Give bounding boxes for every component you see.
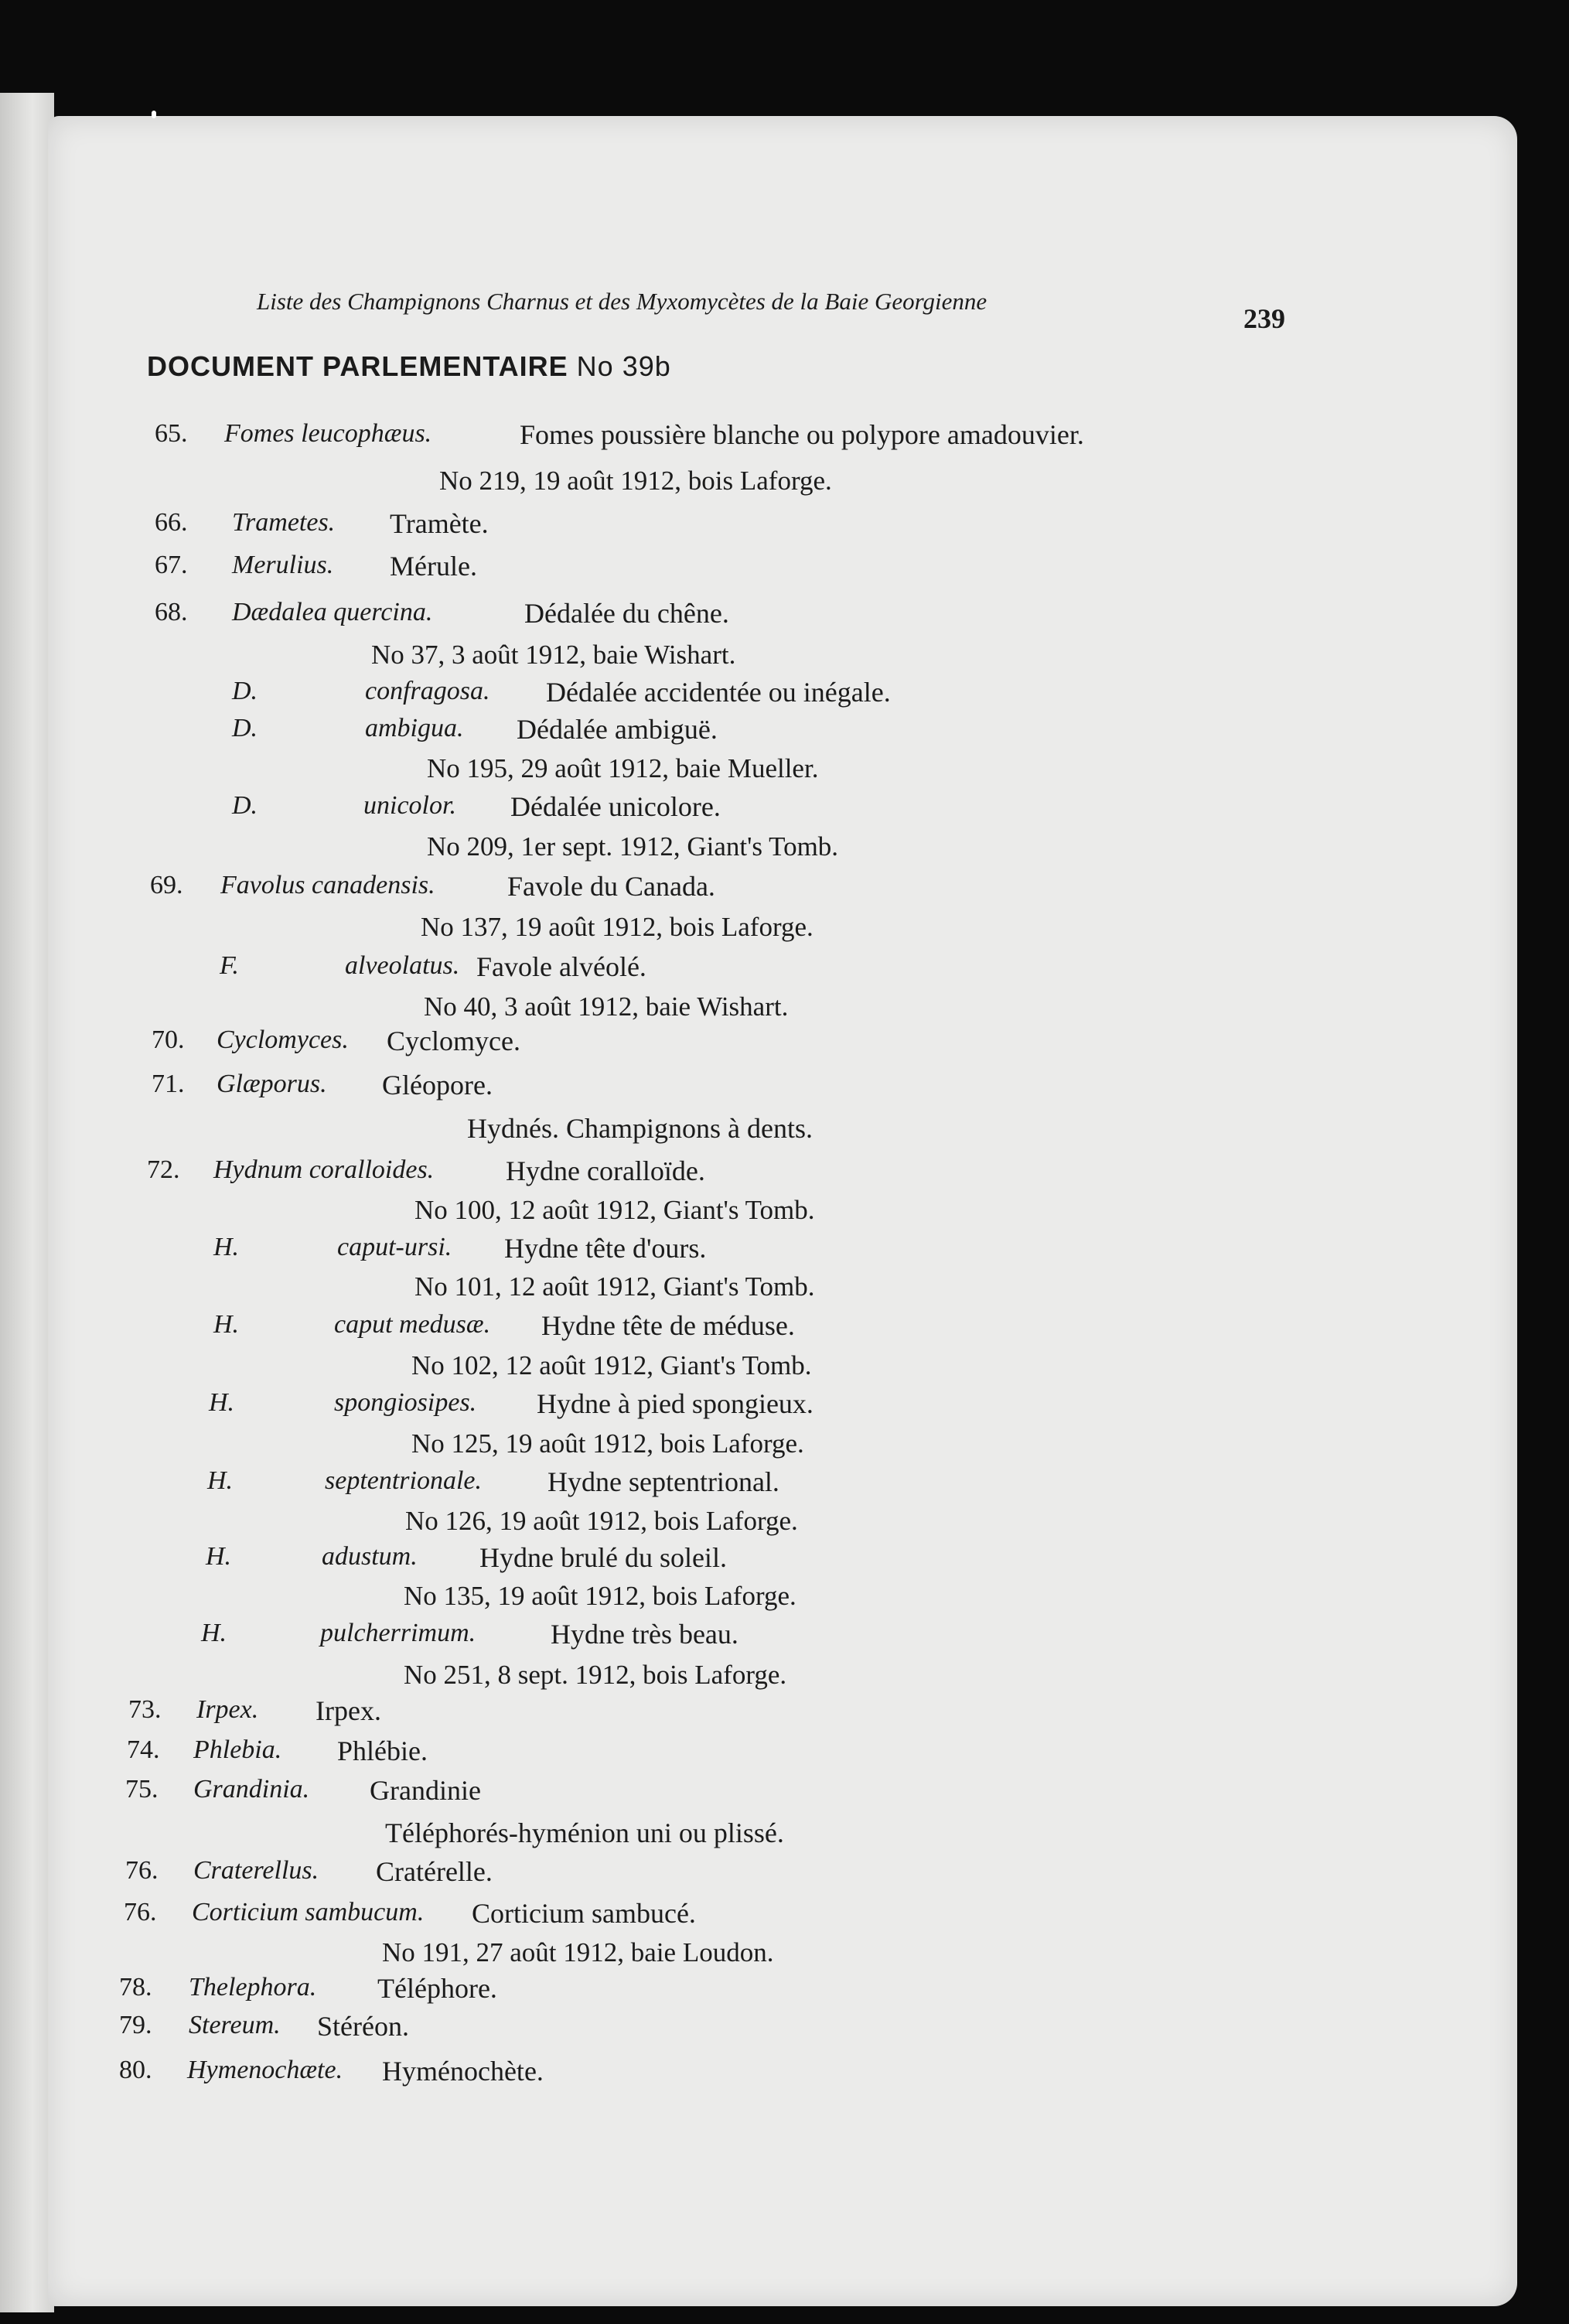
latin-name: caput medusæ. — [334, 1310, 491, 1339]
latin-name: Corticium sambucum. — [192, 1898, 425, 1926]
specimen-reference: No 219, 19 août 1912, bois Laforge. — [439, 466, 832, 496]
french-name: Favole du Canada. — [507, 871, 715, 902]
latin-name: Glæporus. — [217, 1070, 327, 1098]
french-name: Mérule. — [390, 551, 477, 582]
specimen-reference: No 40, 3 août 1912, baie Wishart. — [424, 991, 789, 1022]
entry-number: 76. — [125, 1856, 159, 1885]
latin-name: septentrionale. — [325, 1466, 483, 1495]
genus-abbreviation: H. — [207, 1466, 234, 1495]
section-heading: Téléphorés-hyménion uni ou plissé. — [385, 1817, 784, 1848]
entry-number: 79. — [119, 2011, 152, 2039]
genus-abbreviation: D. — [232, 791, 258, 820]
french-name: Irpex. — [316, 1695, 381, 1726]
specimen-reference: No 135, 19 août 1912, bois Laforge. — [404, 1581, 796, 1611]
entry-number: 75. — [125, 1775, 159, 1804]
french-name: Dédalée accidentée ou inégale. — [546, 677, 891, 708]
specimen-reference: No 126, 19 août 1912, bois Laforge. — [405, 1506, 798, 1536]
latin-name: Hydnum coralloides. — [213, 1155, 435, 1184]
document-number: No 39b — [576, 350, 671, 382]
french-name: Hydne septentrional. — [547, 1466, 779, 1497]
entry-number: 73. — [128, 1695, 162, 1724]
french-name: Cratérelle. — [376, 1856, 493, 1887]
french-name: Tramète. — [390, 508, 489, 539]
genus-abbreviation: D. — [232, 677, 258, 705]
page-edge-shadow — [0, 93, 54, 2312]
latin-name: Phlebia. — [193, 1735, 282, 1764]
latin-name: Cyclomyces. — [217, 1025, 349, 1054]
french-name: Hydne très beau. — [551, 1619, 738, 1650]
genus-abbreviation: H. — [213, 1233, 240, 1261]
french-name: Stéréon. — [317, 2011, 409, 2042]
entry-number: 66. — [155, 508, 188, 537]
french-name: Hydne tête d'ours. — [504, 1233, 707, 1264]
entry-number: 68. — [155, 598, 188, 626]
section-heading: Hydnés. Champignons à dents. — [467, 1113, 813, 1144]
latin-name: caput-ursi. — [337, 1233, 452, 1261]
latin-name: Grandinia. — [193, 1775, 310, 1804]
genus-abbreviation: H. — [209, 1388, 235, 1417]
specimen-reference: No 102, 12 août 1912, Giant's Tomb. — [411, 1350, 812, 1380]
french-name: Dédalée unicolore. — [510, 791, 721, 822]
latin-name: Craterellus. — [193, 1856, 319, 1885]
entry-number: 74. — [127, 1735, 160, 1764]
french-name: Dédalée ambiguë. — [517, 714, 718, 745]
running-title: Liste des Champignons Charnus et des Myxomycètes de la Baie Georgienne — [257, 288, 987, 315]
latin-name: ambigua. — [365, 714, 464, 742]
entry-number: 70. — [152, 1025, 185, 1054]
entry-number: 72. — [147, 1155, 180, 1184]
latin-name: Fomes leucophæus. — [224, 419, 432, 448]
latin-name: adustum. — [322, 1542, 418, 1571]
specimen-reference: No 137, 19 août 1912, bois Laforge. — [421, 912, 813, 942]
french-name: Dédalée du chêne. — [524, 598, 729, 629]
specimen-reference: No 195, 29 août 1912, baie Mueller. — [427, 753, 819, 783]
latin-name: Trametes. — [232, 508, 336, 537]
latin-name: spongiosipes. — [334, 1388, 477, 1417]
genus-abbreviation: H. — [201, 1619, 227, 1647]
latin-name: pulcherrimum. — [320, 1619, 476, 1647]
specimen-reference: No 209, 1er sept. 1912, Giant's Tomb. — [427, 831, 839, 862]
entry-number: 71. — [152, 1070, 185, 1098]
latin-name: Merulius. — [232, 551, 334, 579]
latin-name: Stereum. — [189, 2011, 281, 2039]
latin-name: confragosa. — [365, 677, 490, 705]
latin-name: Hymenochæte. — [187, 2056, 343, 2084]
french-name: Phlébie. — [337, 1735, 428, 1766]
entry-number: 76. — [124, 1898, 157, 1926]
latin-name: Favolus canadensis. — [220, 871, 435, 899]
latin-name: Dædalea quercina. — [232, 598, 433, 626]
french-name: Téléphore. — [377, 1973, 497, 2004]
entry-number: 67. — [155, 551, 188, 579]
french-name: Favole alvéolé. — [476, 951, 646, 982]
document-title: DOCUMENT PARLEMENTAIRE — [147, 350, 568, 382]
entry-number: 69. — [150, 871, 183, 899]
genus-abbreviation: H. — [206, 1542, 232, 1571]
specimen-reference: No 191, 27 août 1912, baie Loudon. — [382, 1937, 774, 1967]
french-name: Fomes poussière blanche ou polypore amadouvier. — [520, 419, 1084, 450]
latin-name: Thelephora. — [189, 1973, 317, 2002]
french-name: Cyclomyce. — [387, 1025, 520, 1056]
entry-number: 65. — [155, 419, 188, 448]
page-number: 239 — [1243, 303, 1285, 334]
speck-mark — [152, 111, 156, 118]
french-name: Hydne coralloïde. — [506, 1155, 705, 1186]
specimen-reference: No 125, 19 août 1912, bois Laforge. — [411, 1428, 804, 1459]
french-name: Grandinie — [370, 1775, 481, 1806]
specimen-reference: No 37, 3 août 1912, baie Wishart. — [371, 640, 736, 670]
entry-number: 78. — [119, 1973, 152, 2002]
specimen-reference: No 101, 12 août 1912, Giant's Tomb. — [414, 1271, 815, 1302]
french-name: Corticium sambucé. — [472, 1898, 696, 1929]
genus-abbreviation: H. — [213, 1310, 240, 1339]
latin-name: Irpex. — [196, 1695, 259, 1724]
latin-name: alveolatus. — [345, 951, 460, 980]
document-heading — [147, 350, 671, 382]
french-name: Hydne tête de méduse. — [541, 1310, 795, 1341]
french-name: Hydne brulé du soleil. — [479, 1542, 727, 1573]
specimen-reference: No 251, 8 sept. 1912, bois Laforge. — [404, 1660, 787, 1690]
genus-abbreviation: F. — [220, 951, 239, 980]
french-name: Hydne à pied spongieux. — [537, 1388, 813, 1419]
genus-abbreviation: D. — [232, 714, 258, 742]
latin-name: unicolor. — [363, 791, 456, 820]
entry-number: 80. — [119, 2056, 152, 2084]
french-name: Hyménochète. — [382, 2056, 544, 2087]
french-name: Gléopore. — [382, 1070, 493, 1101]
specimen-reference: No 100, 12 août 1912, Giant's Tomb. — [414, 1195, 815, 1225]
